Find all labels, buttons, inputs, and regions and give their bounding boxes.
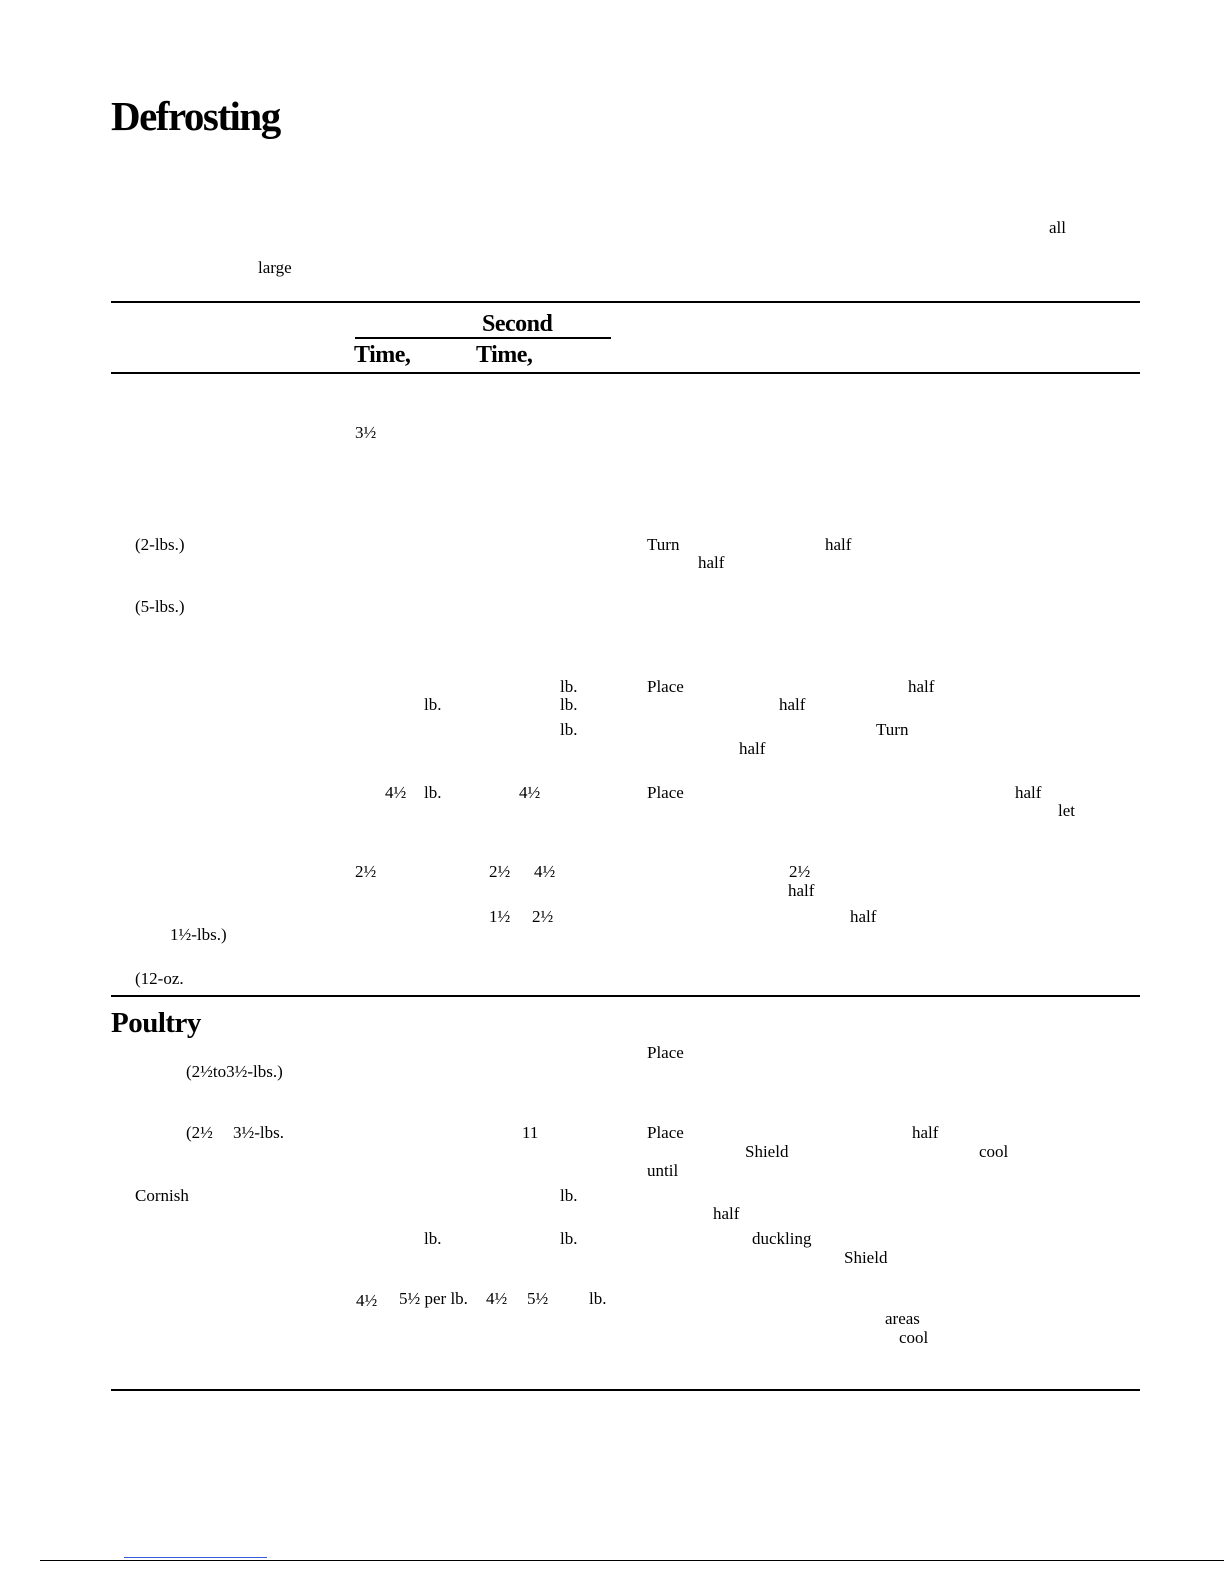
table-cell: areas (885, 1309, 920, 1328)
table-top-rule (111, 301, 1140, 303)
table-cell: lb. (560, 677, 578, 696)
table-cell: half (908, 677, 935, 696)
table-cell: 5½ per lb. (399, 1289, 468, 1308)
table-cell: 2½ (355, 862, 377, 881)
table-cell: 4½ (519, 783, 541, 802)
table-cell: half (788, 881, 815, 900)
table-cell: (2½ (186, 1123, 213, 1142)
table-cell: let (1058, 801, 1075, 820)
table-cell: lb. (424, 695, 442, 714)
table-cell: lb. (560, 1229, 578, 1248)
table-cell: Place (647, 677, 684, 696)
table-bottom-rule (111, 1389, 1140, 1391)
table-cell: 3½-lbs. (233, 1123, 284, 1142)
table-cell: (2½to3½-lbs.) (186, 1062, 283, 1081)
table-cell: lb. (589, 1289, 607, 1308)
table-cell: half (850, 907, 877, 926)
table-cell: 4½ (356, 1291, 378, 1310)
header-time-1: Time, (354, 342, 411, 368)
table-cell: half (779, 695, 806, 714)
table-cell: lb. (424, 1229, 442, 1248)
table-cell: 4½ (385, 783, 407, 802)
header-second: Second (482, 311, 553, 337)
table-cell: lb. (560, 695, 578, 714)
intro-fragment-large: large (258, 258, 292, 277)
section-title-poultry: Poultry (111, 1007, 201, 1039)
table-cell: until (647, 1161, 679, 1180)
table-cell: lb. (560, 1186, 578, 1205)
table-cell: Shield (844, 1248, 888, 1267)
table-header-rule (111, 372, 1140, 374)
table-cell: 5½ (527, 1289, 549, 1308)
table-cell: half (825, 535, 852, 554)
table-cell: half (713, 1204, 740, 1223)
table-cell: 1½-lbs.) (170, 925, 227, 944)
table-cell: Place (647, 1043, 684, 1062)
table-cell: 2½ (789, 862, 811, 881)
table-cell: Turn (647, 535, 680, 554)
intro-fragment-all: all (1049, 218, 1066, 237)
table-cell: half (698, 553, 725, 572)
table-cell: 1½ (489, 907, 511, 926)
table-cell: Turn (876, 720, 909, 739)
table-cell: Place (647, 1123, 684, 1142)
table-cell: Place (647, 783, 684, 802)
header-time-2: Time, (476, 342, 533, 368)
table-cell: cool (899, 1328, 929, 1347)
table-cell: lb. (560, 720, 578, 739)
header-group-rule (355, 337, 611, 339)
page-bottom-rule (40, 1560, 1224, 1561)
table-cell: duckling (752, 1229, 812, 1248)
table-cell: 2½ (532, 907, 554, 926)
table-cell: (5-lbs.) (135, 597, 185, 616)
table-cell: half (912, 1123, 939, 1142)
table-cell: half (739, 739, 766, 758)
table-cell: 11 (522, 1123, 539, 1142)
table-cell: (12-oz. (135, 969, 184, 988)
underline-link-mark (124, 1557, 267, 1558)
table-cell: 4½ (486, 1289, 508, 1308)
table-cell: 2½ (489, 862, 511, 881)
page-title: Defrosting (111, 93, 280, 139)
section-divider (111, 995, 1140, 997)
table-cell: lb. (424, 783, 442, 802)
table-cell: 4½ (534, 862, 556, 881)
table-cell: cool (979, 1142, 1009, 1161)
table-cell: Shield (745, 1142, 789, 1161)
table-cell: (2-lbs.) (135, 535, 185, 554)
table-cell: 3½ (355, 423, 377, 442)
table-cell: half (1015, 783, 1042, 802)
table-cell: Cornish (135, 1186, 189, 1205)
